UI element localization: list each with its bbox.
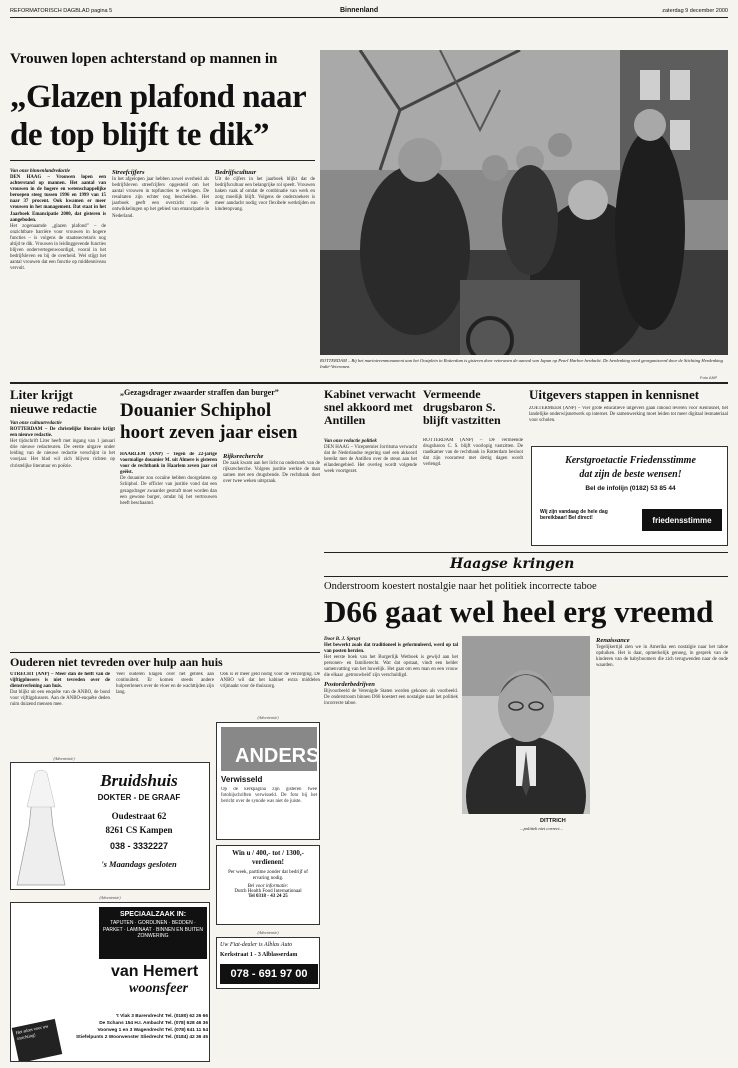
anders-ad[interactable] <box>216 722 320 840</box>
dittrich-photo-image <box>462 636 590 814</box>
d66-sub-2: Renaissance <box>596 637 630 644</box>
lead-column-1 <box>10 168 106 358</box>
lead-kicker: Vrouwen lopen achterstand op mannen in <box>10 51 278 67</box>
hemert-line-2: De Schans 154 H.I. Ambacht Tel. (078) 628 46 36 <box>99 1021 208 1026</box>
ouderen-body-1: Dat blijkt uit een enquête van de ANBO, de bond voor vijftigplussers. Aan de ANBO-enquête deden ruim duizend mensen mee. <box>10 690 110 708</box>
anders-body: Op de kerkpagina zijn gisteren twee fotobijschriften verwisseld. De foto bij het bericht over de synode was niet de juiste. <box>221 787 317 805</box>
dittrich-photo <box>462 636 590 814</box>
advert-label: (Advertentie) <box>257 715 279 720</box>
win-headline: Win u / 400,- tot / 1300,- verdienen! <box>232 849 304 866</box>
divider <box>324 552 728 553</box>
d66-body-2: Bijvoorbeeld de Verenigde Staten worden gekozen als voorbeeld. De onderstroom binnen D66 koestert een nostalgie naar het politiek incorrecte taboe. <box>324 688 458 706</box>
win-body: Per week, parttime zonder dat bedrijf of ervaring nodig. <box>228 870 308 881</box>
veterans-photo <box>320 50 728 355</box>
liter-intro: ROTTERDAM – De christelijke literaire krijgt een nieuwe redactie. <box>10 427 115 439</box>
ouderen-body-2: Veel ouderen klagen over het gebrek aan continuïteit. Er komen steeds andere hulpverleners over de vloer en de wachttijden zijn lang. <box>116 672 214 696</box>
anders-name: ANDERS <box>235 745 320 767</box>
divider <box>324 576 728 577</box>
schiphol-kicker: „Gezagsdrager zwaarder straffen dan burger” <box>120 388 279 397</box>
win-info-label: Bel voor informatie: <box>247 884 289 889</box>
lead-body-2: In het afgelopen jaar hebben zowel overheid als bedrijfsleven streefcijfers opgesteld om het aantal vrouwen in topfuncties te verhogen. De resultaten zijn echter nog bescheiden. Het jaarboek geeft een overzicht van de ontwikkelingen op het gebied van emancipatie in Nederland. <box>112 177 209 219</box>
lead-sub-1: Streefcijfers <box>112 169 145 176</box>
ouderen-column-1 <box>10 672 110 752</box>
haagse-kringen-label: Haagse kringen <box>450 556 575 572</box>
divider <box>10 382 728 384</box>
kennisnet-article <box>529 406 728 442</box>
alblas-ad[interactable] <box>216 937 320 989</box>
kerstgroet-question: Wij zijn vandaag de hele dag bereikbaar! Bel direct! <box>540 509 608 521</box>
hemert-items: TAPIJTEN · GORDIJNEN · BEDDEN · PARKET · LAMINAAT · BINNEN EN BUITEN ZONWERING <box>103 920 203 939</box>
d66-body-3: Tegelijkertijd zien we in Amerika een nostalgie naar het taboe opduiken. Het is daar, opmerkelijk genoeg, in gesprek van de kinderen van de babyboomers die zich terugwenden naar de oude waarden. <box>596 645 728 669</box>
drugsbaron-headline: Vermeende drugsbaron S. blijft vastzitten <box>423 387 501 427</box>
lead-headline-line-1: „Glazen plafond naar <box>10 79 307 115</box>
paper-name: REFORMATORISCH DAGBLAD pagina 5 <box>10 8 113 14</box>
antillen-headline: Kabinet verwacht snel akkoord met Antillen <box>324 387 416 427</box>
bruidshuis-name: Bruidshuis <box>100 771 178 790</box>
lead-byline: Van onze binnenlandredactie <box>10 169 71 174</box>
van-hemert-ad[interactable] <box>10 902 210 1062</box>
schiphol-body-1: De douanier zou cocaïne hebben doorgelaten op Schiphol. De officier van justitie vond dat een gezagsdrager zwaarder gestraft moet worden dan een gewone burger, omdat hij het vertrouwen heeft beschaamd. <box>120 476 217 506</box>
win-info-phone: Tel 0318 - 43 24 25 <box>248 894 288 899</box>
win-ad[interactable] <box>216 845 320 925</box>
advert-label: (Advertentie) <box>99 895 121 900</box>
bruidshuis-ad[interactable] <box>10 762 210 890</box>
alblas-line-2: Kerkstraat 1 - 3 Alblasserdam <box>220 952 298 958</box>
ouderen-column-2 <box>116 672 214 752</box>
advert-label: (Advertentie) <box>257 930 279 935</box>
bride-illustration <box>15 767 67 887</box>
photo-credit: Foto ANP <box>700 375 718 380</box>
liter-body: Het tijdschrift Liter heeft met ingang van 1 januari drie nieuwe redacteuren. De eerste uitgave onder leiding van de nieuwe redactie verschijnt in het voorjaar. Het blad wil zich blijven richten op christelijke literatuur en poëzie. <box>10 439 115 469</box>
section-title: Binnenland <box>340 7 379 14</box>
dittrich-caption-name: DITTRICH <box>540 818 566 824</box>
drugsbaron-article <box>423 438 523 548</box>
bruidshuis-phone: 038 - 3332227 <box>109 841 169 851</box>
hemert-name-2: woonsfeer <box>129 981 189 996</box>
drugsbaron-body: ROTTERDAM (ANP) – De vermeende drugsbaron C. S. blijft voorlopig vastzitten. De raadkamer van de rechtbank in Rotterdam besloot dat zijn voorarrest met dertig dagen wordt verlengd. <box>423 438 523 468</box>
win-info-name: Dutch Health Food Internationaal <box>234 889 302 894</box>
d66-sub-1: Postorderbedrijven <box>324 680 375 688</box>
hemert-addresses <box>66 1013 208 1041</box>
issue-date: zaterdag 9 december 2000 <box>662 8 728 14</box>
kerstgroet-phone: Bel de infolijn (0182) 53 85 44 <box>585 485 676 492</box>
hemert-badge: Het adres voor uw inrichting! <box>12 1019 63 1062</box>
alblas-line-1: Uw Fiat-dealer is Alblas Auto <box>220 942 293 948</box>
lead-column-2 <box>112 168 209 358</box>
divider <box>10 652 320 653</box>
d66-byline: Door B. J. Spruyt <box>324 637 361 642</box>
kerstgroet-ad[interactable] <box>531 446 728 546</box>
d66-column-1 <box>324 636 458 1064</box>
schiphol-body-2: De zaak kwam aan het licht na onderzoek van de rijksrecherche. Volgens justitie werkte de man samen met een drugsbende. De rechtbank doet over twee weken uitspraak. <box>223 461 320 485</box>
lead-sub-2: Bedrijfscultuur <box>215 169 257 176</box>
kennisnet-headline: Uitgevers stappen in kennisnet <box>529 387 700 402</box>
lead-intro: DEN HAAG – Vrouwen lopen een achterstand op mannen. Het aantal van vrouwen in de hogere en wetenschappelijke beroepen steeg tussen 1996 en 1999 van 15 naar 37 procent. Ook kwamen er meer vrouwen in het management. Dat staat in het Jaarboek Emancipatie 2000, dat gisteren is aangeboden. <box>10 175 106 223</box>
hemert-line-4: Stiefelpunts 2 Woonvenster Sliedrecht Tel. (0184) 42 36 45 <box>75 1035 208 1040</box>
hemert-special: SPECIAALZAAK IN: <box>119 911 187 918</box>
advert-label: (Advertentie) <box>53 756 75 761</box>
divider <box>10 160 315 161</box>
alblas-phone: 078 - 691 97 00 <box>220 964 318 984</box>
hemert-line-1: 't Vlak 3 Barendrecht Tel. (0180) 62 26 66 <box>116 1014 208 1019</box>
d66-kicker: Onderstroom koestert nostalgie naar het politiek incorrecte taboe <box>324 581 597 592</box>
bruidshuis-city: 8261 CS Kampen <box>105 825 173 835</box>
lead-body-3: Uit de cijfers in het jaarboek blijkt dat de bedrijfscultuur een belangrijke rol speelt. Vrouwen haken vaak af omdat de combinatie van werk en zorg moeilijk blijft. Volgens de onderzoekers is meer aandacht nodig voor flexibele werktijden en kinderopvang. <box>215 177 315 213</box>
kennisnet-body: ZOETERMEER (ANP) – Vier grote educatieve uitgevers gaan inhoud leveren voor Kennisnet, het landelijke onderwijsnetwerk op internet. De samenwerking moet leiden tot meer digitaal lesmateriaal voor scholen. <box>529 406 728 424</box>
lead-headline <box>10 78 315 154</box>
antillen-byline: Van onze redactie politiek <box>324 439 377 444</box>
liter-byline: Van onze cultuurredactie <box>10 421 62 426</box>
schiphol-headline: Douanier Schiphol hoort zeven jaar eisen <box>120 400 298 443</box>
ouderen-body-3: Ook is er meer geld nodig voor de verzorging. De ANBO wil dat het kabinet extra middelen vrijmaakt voor de thuiszorg. <box>220 672 320 690</box>
lead-body-1: Het zogenaamde „glazen plafond” – de onzichtbare barrière voor vrouwen in hogere functies – is volgens de staatssecretaris nog altijd te dik. Vrouwen in leidinggevende functies blijven ondervertegenwoordigd, vooral in het bedrijfsleven en bij de overheid. Wel stijgt het aantal vrouwen dat een functie op middenniveau vervult. <box>10 223 106 272</box>
hemert-line-3: Voorweg 1 en 3 Wagendrecht Tel. (078) 641 11 54 <box>97 1028 208 1033</box>
ouderen-intro: UTRECHT (ANP) – Meer dan de helft van de vijftigplussers is niet tevreden over de dienstverlening aan huis. <box>10 672 110 690</box>
veterans-photo-image <box>320 50 728 355</box>
hemert-name: van Hemert <box>111 963 199 980</box>
kerstgroet-title-1: Kerstgroetactie Friedensstimme <box>565 455 696 466</box>
liter-headline: Liter krijgt nieuwe redactie <box>10 387 97 416</box>
hemert-special-box <box>99 907 207 959</box>
ouderen-headline: Ouderen niet tevreden over hulp aan huis <box>10 655 223 669</box>
bruidshuis-closed: 's Maandags gesloten <box>101 859 177 869</box>
d66-intro: Het bewerkt zoals dat traditioneel is geformuleerd, werd op tal van posten herzien. <box>324 643 458 655</box>
running-head <box>10 8 728 18</box>
schiphol-column-1 <box>120 452 217 650</box>
d66-headline: D66 gaat wel heel erg vreemd <box>324 594 714 629</box>
kerstgroet-title-2: dat zijn de beste wensen! <box>579 469 682 480</box>
antillen-article <box>324 438 417 548</box>
anders-tagline: Verwisseld <box>221 775 263 784</box>
schiphol-sub: Rijksrecherche <box>223 453 264 460</box>
dittrich-caption-text: ...politiek niet correct... <box>520 826 563 831</box>
d66-column-2 <box>462 838 590 1064</box>
photo-caption <box>320 358 728 376</box>
d66-body-1: Het eerste boek van het Burgerlijk Wetboek is gewijd aan het personen- en familierecht. Wat dat opstaat, vindt een helder samenvatting van het huwelijk. Het gaat om een man en een vrouw die elkaar ‚getrouwheid' zijn verschuldigd. <box>324 655 458 679</box>
bruidshuis-owner: DOKTER - DE GRAAF <box>97 793 181 802</box>
schiphol-intro: HAARLEM (ANP) – Tegen de 22-jarige voormalige douanier M. uit Almere is gisteren voor de rechtbank in Haarlem zeven jaar cel geëist. <box>120 452 217 476</box>
liter-article <box>10 420 115 650</box>
lead-headline-line-2: de top blijft te dik” <box>10 117 270 153</box>
friedensstimme-logo: friedensstimme <box>642 509 722 531</box>
photo-caption-text: ROTTERDAM – Bij het marinierenmonument aan het Oostplein in Rotterdam is gisteren door veteranen de aanval van Japan op Pearl Harbor herdacht. De herdenking werd georganiseerd door de Stichting Herdenking Indië-Veteranen. <box>320 358 723 369</box>
lead-column-3 <box>215 168 315 358</box>
d66-column-3 <box>596 636 728 1064</box>
schiphol-column-2 <box>223 452 320 650</box>
antillen-body: DEN HAAG – Vicepremier Jorritsma verwacht dat de Nederlandse regering snel een akkoord bereikt met de Antillen over de steun aan het eilandengebied. Het overleg wordt volgende week voortgezet. <box>324 445 417 475</box>
bruidshuis-street: Oudestraat 62 <box>111 811 167 821</box>
